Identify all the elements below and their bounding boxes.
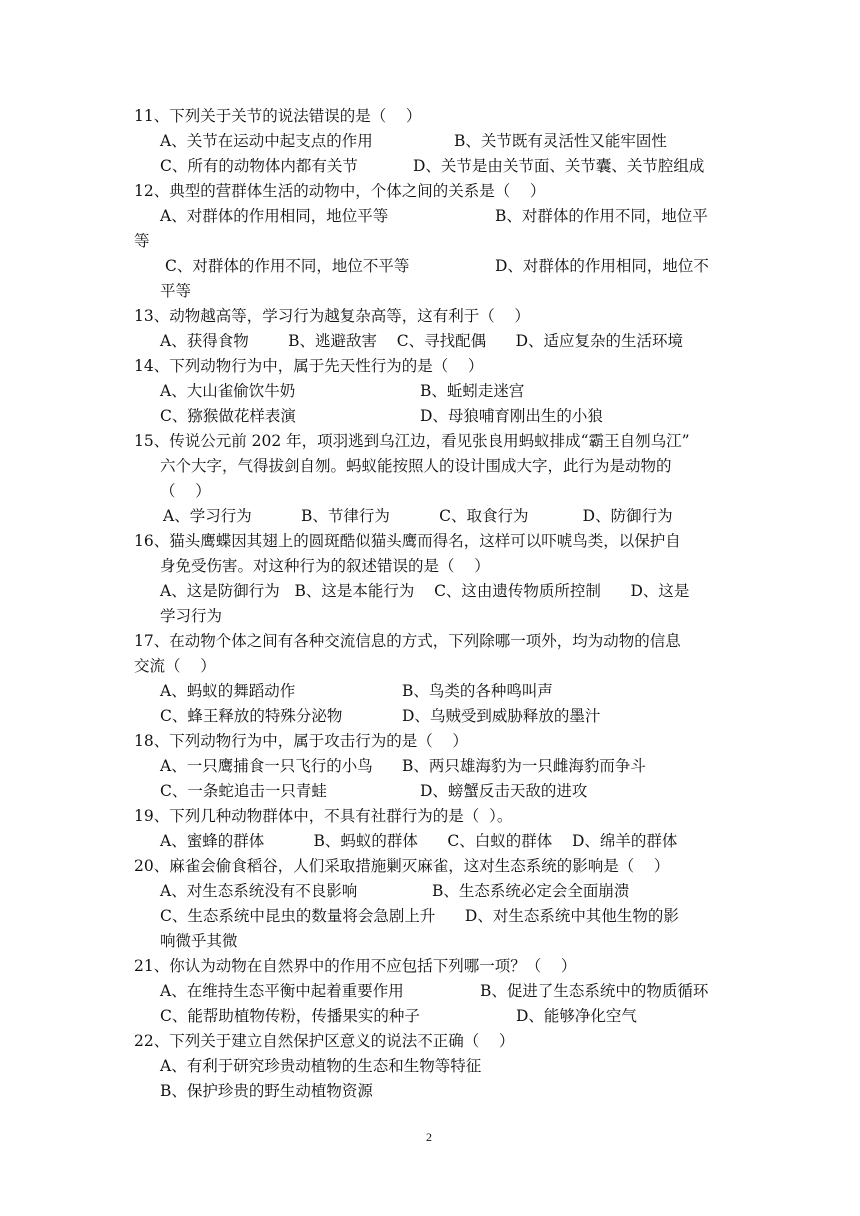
question-11-option-b: B、关节既有灵活性又能牢固性 <box>454 132 667 150</box>
question-14-option-c: C、猕猴做花样表演 <box>160 407 296 425</box>
question-22-stem: 22、下列关于建立自然保护区意义的说法不正确（ ） <box>134 1032 515 1050</box>
page-number: 2 <box>426 1130 432 1144</box>
question-12-option-c: C、对群体的作用不同，地位不平等 <box>165 257 410 275</box>
question-16-stem: 16、猫头鹰蝶因其翅上的圆斑酷似猫头鹰而得名，这样可以吓唬鸟类，以保护自 <box>134 532 681 550</box>
question-12-option-a: A、对群体的作用相同，地位平等 <box>160 207 389 225</box>
question-12-option-d-wrap: 平等 <box>160 282 192 300</box>
question-18-option-b: B、两只雄海豹为一只雌海豹而争斗 <box>402 757 646 775</box>
question-18-option-d: D、螃蟹反击天敌的进攻 <box>420 782 588 800</box>
question-17-option-a: A、蚂蚁的舞蹈动作 <box>160 682 296 700</box>
question-21-stem: 21、你认为动物在自然界中的作用不应包括下列哪一项？（ ） <box>134 957 577 975</box>
question-17-option-b: B、鸟类的各种鸣叫声 <box>402 682 553 700</box>
question-18-option-c: C、一条蛇追击一只青蛙 <box>160 782 327 800</box>
question-18-stem: 18、下列动物行为中，属于攻击行为的是（ ） <box>134 732 468 750</box>
question-14-stem: 14、下列动物行为中，属于先天性行为的是（ ） <box>134 357 484 375</box>
question-15-options: A、学习行为 B、节律行为 C、取食行为 D、防御行为 <box>163 507 673 525</box>
question-17-option-d: D、乌贼受到威胁释放的墨汁 <box>402 707 601 725</box>
question-19-options: A、蜜蜂的群体 B、蚂蚁的群体 C、白蚁的群体 D、绵羊的群体 <box>160 832 678 850</box>
question-15-stem: 15、传说公元前 202 年，项羽逃到乌江边，看见张良用蚂蚁排成“霸王自刎乌江” <box>134 432 690 450</box>
question-12-stem: 12、典型的营群体生活的动物中，个体之间的关系是（ ） <box>134 182 546 200</box>
question-15-stem-line3: （ ） <box>160 482 211 500</box>
question-11-option-c: C、所有的动物体内都有关节 <box>160 157 358 175</box>
question-17-option-c: C、蜂王释放的特殊分泌物 <box>160 707 343 725</box>
question-19-stem: 19、下列几种动物群体中，不具有社群行为的是（ ）。 <box>134 807 513 825</box>
question-21-option-b: B、促进了生态系统中的物质循环 <box>480 982 709 1000</box>
question-14-option-a: A、大山雀偷饮牛奶 <box>160 382 296 400</box>
question-20-option-a: A、对生态系统没有不良影响 <box>160 882 358 900</box>
question-21-option-c: C、能帮助植物传粉，传播果实的种子 <box>160 1007 420 1025</box>
question-12-option-d: D、对群体的作用相同，地位不 <box>495 257 709 275</box>
question-22-option-b: B、保护珍贵的野生动植物资源 <box>160 1082 373 1100</box>
question-20-stem: 20、麻雀会偷食稻谷，人们采取措施剿灭麻雀，这对生态系统的影响是（ ） <box>134 857 670 875</box>
question-11-option-a: A、关节在运动中起支点的作用 <box>160 132 373 150</box>
question-14-option-b: B、蚯蚓走迷宫 <box>420 382 525 400</box>
question-12-option-b: B、对群体的作用不同，地位平 <box>495 207 708 225</box>
question-22-option-a: A、有利于研究珍贵动植物的生态和生物等特征 <box>160 1057 482 1075</box>
question-20-options-cd: C、生态系统中昆虫的数量将会急剧上升 D、对生态系统中其他生物的影 <box>160 907 679 925</box>
question-13-options: A、获得食物 B、逃避敌害 C、寻找配偶 D、适应复杂的生活环境 <box>160 332 684 350</box>
question-17-stem: 17、在动物个体之间有各种交流信息的方式，下列除哪一项外，均为动物的信息 <box>134 632 681 650</box>
question-20-option-wrap: 响微乎其微 <box>160 932 238 950</box>
question-17-stem-line2: 交流（ ） <box>134 657 216 675</box>
question-11-stem: 11、下列关于关节的说法错误的是（ ） <box>134 107 422 125</box>
question-14-option-d: D、母狼哺育刚出生的小狼 <box>420 407 603 425</box>
question-16-stem-line2: 身免受伤害。对这种行为的叙述错误的是（ ） <box>160 557 490 575</box>
question-16-options: A、这是防御行为 B、这是本能行为 C、这由遗传物质所控制 D、这是 <box>160 582 690 600</box>
question-18-option-a: A、一只鹰捕食一只飞行的小鸟 <box>160 757 373 775</box>
question-21-option-a: A、在维持生态平衡中起着重要作用 <box>160 982 404 1000</box>
question-13-stem: 13、动物越高等，学习行为越复杂高等，这有利于（ ） <box>134 307 530 325</box>
question-12-option-b-wrap: 等 <box>134 232 150 250</box>
question-16-option-wrap: 学习行为 <box>160 607 223 625</box>
question-11-option-d: D、关节是由关节面、关节囊、关节腔组成 <box>413 157 705 175</box>
question-15-stem-line2: 六个大字，气得拔剑自刎。蚂蚁能按照人的设计围成大字，此行为是动物的 <box>160 457 672 475</box>
question-20-option-b: B、生态系统必定会全面崩溃 <box>432 882 630 900</box>
question-21-option-d: D、能够净化空气 <box>516 1007 637 1025</box>
